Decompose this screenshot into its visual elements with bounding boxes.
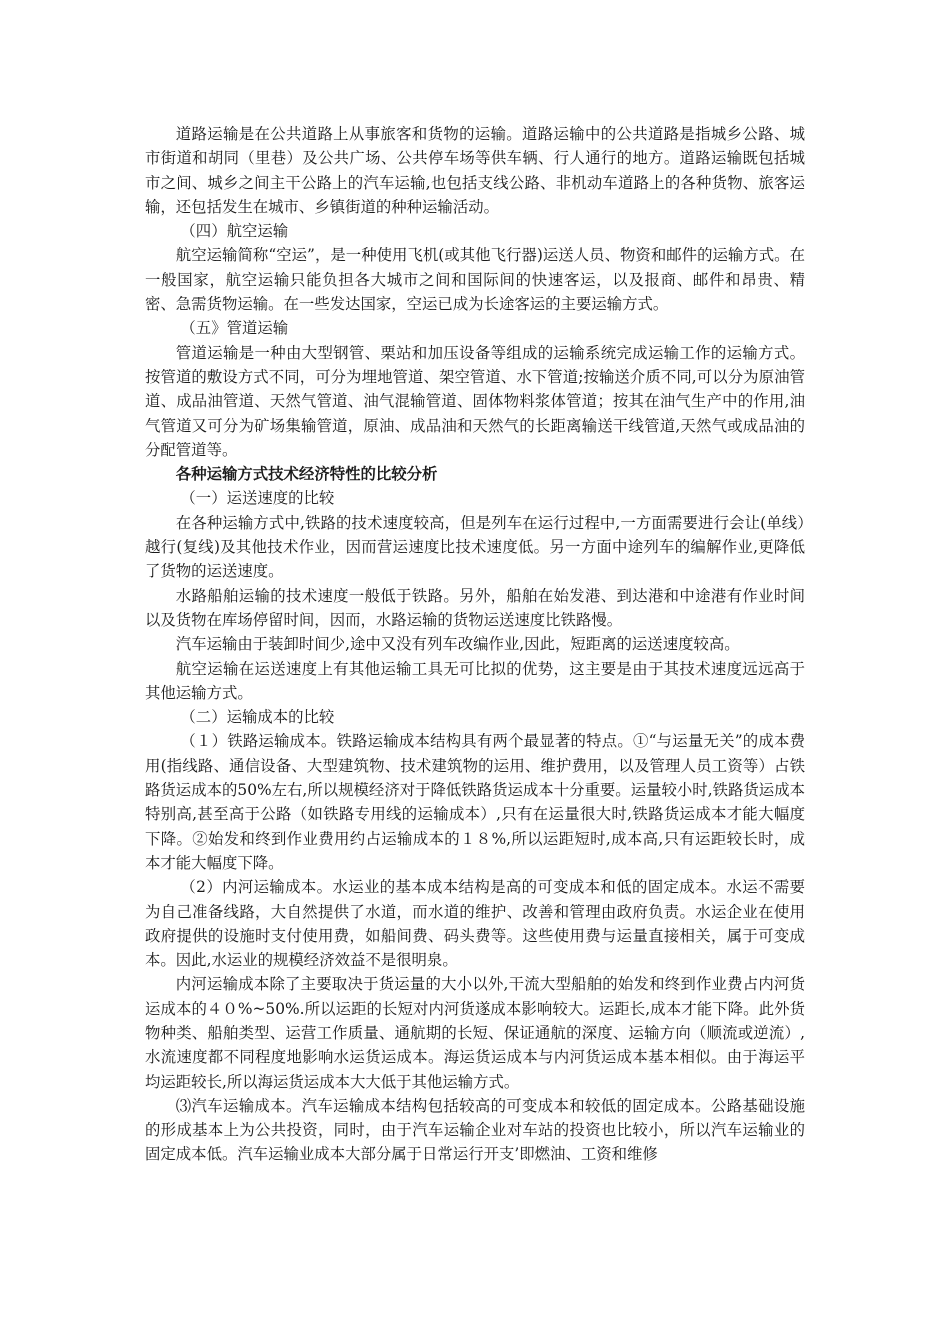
heading-pipeline-transport: （五》管道运输 xyxy=(180,319,289,338)
paragraph-air-transport: 航空运输简称“空运”，是一种使用飞机(或其他飞行器)运送人员、物资和邮件的运输方式。在一般国家，航空运输只能负担各大城市之间和国际间的快速客运，以及报商、邮件和昂贵、精密、急需货物运输。在一些发达国家，空运已成为长途客运的主要运输方式。 xyxy=(145,246,805,314)
section-title: 各种运输方式技术经济特性的比较分析 xyxy=(175,465,438,484)
heading-air-transport: （四）航空运输 xyxy=(180,222,289,241)
paragraph-river-cost-detail: 内河运输成本除了主要取决于货运量的大小以外,干流大型船舶的始发和终到作业费占内河货运成本的４０%~50%.所以运距的长短对内河货遂成本影响较大。运距长,成本才能下降。此外货物种类、船舶类型、运营工作质量、通航期的长短、保证通航的深度、运输方向（顺流或逆流）,水流速度都不同程度地影响水运货运成本。海运货运成本与内河货运成本基本相似。由于海运平均运距较长,所以海运货运成本大大低于其他运输方式。 xyxy=(145,975,805,1091)
heading-speed-comparison: （一）运送速度的比较 xyxy=(180,489,335,508)
document-body xyxy=(145,122,805,1167)
paragraph-pipeline-transport: 管道运输是一种由大型钢管、栗站和加压设备等组成的运输系统完成运输工作的运输方式。按管道的敷设方式不同，可分为埋地管道、架空管道、水下管道;按输送介质不同,可以分为原油管道、成品油管道、天然气管道、油气混输管道、固体物料浆体管道；按其在油气生产中的作用,油气管道又可分为矿场集输管道，原油、成品油和天然气的长距离输送干线管道,天然气或成品油的分配管道等。 xyxy=(145,343,805,459)
paragraph-rail-speed: 在各种运输方式中,铁路的技术速度较高，但是列车在运行过程中,一方面需要进行会让(单线）越行(复线)及其他技术作业，因而营运速度比技术速度低。另一方面中途列车的编解作业,更降低了货物的运送速度。 xyxy=(145,513,805,581)
paragraph-road-cost: ⑶汽车运输成本。汽车运输成本结构包括较高的可变成本和较低的固定成本。公路基础设施的形成基本上为公共投资，同时，由于汽车运输企业对车站的投资也比较小，所以汽车运输业的固定成本低。汽车运输业成本大部分属于日常运行开支’即燃油、工资和维修 xyxy=(145,1096,805,1164)
heading-cost-comparison: （二）运输成本的比较 xyxy=(180,708,335,727)
paragraph-air-speed: 航空运输在运送速度上有其他运输工具无可比拟的优势，这主要是由于其技术速度远远高于其他运输方式。 xyxy=(145,659,805,702)
paragraph-river-cost: （2）内河运输成本。水运业的基本成本结构是高的可变成本和低的固定成本。水运不需要为自己准备线路，大自然提供了水道，而水道的维护、改善和管理由政府负责。水运企业在使用政府提供的设施时支付使用费，如船间费、码头费等。这些使用费与运量直接相关，属于可变成本。因此,水运业的规模经济效益不是很明泉。 xyxy=(145,878,805,970)
paragraph-water-speed: 水路船舶运输的技术速度一般低于铁路。另外，船舶在始发港、到达港和中途港有作业时间以及货物在库场停留时间，因而，水路运输的货物运送速度比铁路慢。 xyxy=(145,586,805,629)
paragraph-rail-cost: （１）铁路运输成本。铁路运输成本结构具有两个最显著的特点。①“与运量无关”的成本费用(指线路、通信设备、大型建筑物、技术建筑物的运用、维护费用，以及管理人员工资等）占铁路货运成本的50%左右,所以规模经济对于降低铁路货运成本十分重要。运量较小时,铁路货运成本特别高,甚至高于公路（如铁路专用线的运输成本）,只有在运量很大时,铁路货运成本才能大幅度下降。②始发和终到作业费用约占运输成本的１８%,所以运距短时,成本高,只有运距较长时，成本才能大幅度下降。 xyxy=(145,732,805,872)
paragraph-road-transport: 道路运输是在公共道路上从事旅客和货物的运输。道路运输中的公共道路是指城乡公路、城市街道和胡同（里巷）及公共广场、公共停车场等供车辆、行人通行的地方。道路运输既包括城市之间、城乡之间主干公路上的汽车运输,也包括支线公路、非机动车道路上的各种货物、旅客运输，还包括发生在城市、乡镇街道的种种运输活动。 xyxy=(145,125,805,216)
paragraph-road-speed: 汽车运输由于装卸时间少,途中又没有列车改编作业,因此，短距离的运送速度较高。 xyxy=(175,635,740,654)
